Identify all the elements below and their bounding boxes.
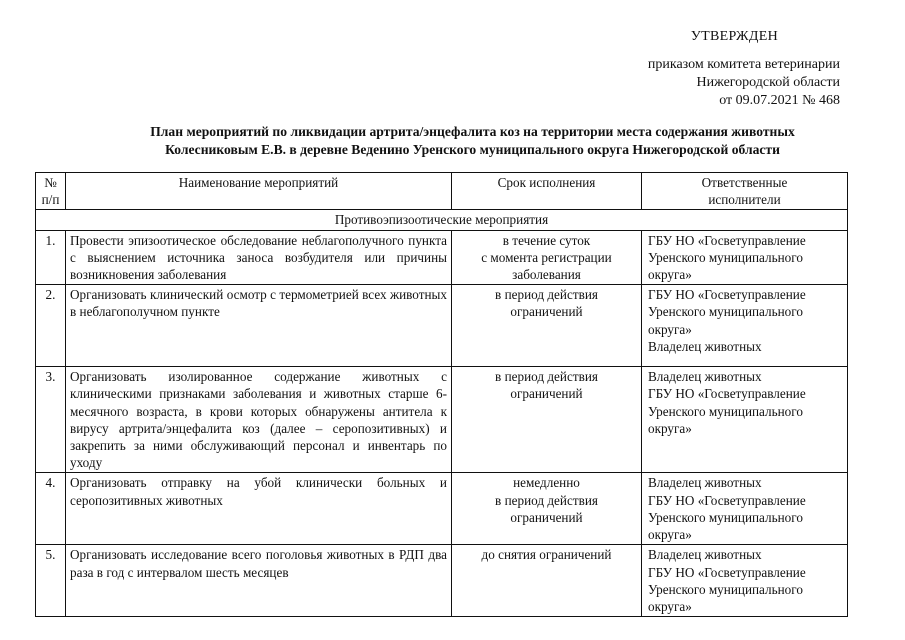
table-row <box>36 473 848 545</box>
row-measure: Организовать отправку на убой клинически больных и серопозитивных животных <box>66 473 452 545</box>
header-num: № п/п <box>36 173 66 210</box>
row-num: 4. <box>36 473 66 545</box>
title-line: Колесниковым Е.В. в деревне Веденино Уренского муниципального округа Нижегородской области <box>165 142 780 157</box>
section-title: Противоэпизоотические мероприятия <box>36 210 848 230</box>
header-name: Наименование мероприятий <box>66 173 452 210</box>
row-measure: Организовать исследование всего поголовья животных в РДП два раза в год с интервалом шесть месяцев <box>66 545 452 617</box>
approval-block <box>600 28 840 110</box>
row-num: 5. <box>36 545 66 617</box>
table-header-row <box>36 173 848 210</box>
table-row <box>36 367 848 473</box>
document-title <box>110 123 835 159</box>
row-term: в период действия ограничений <box>452 367 642 473</box>
row-responsible: Владелец животных ГБУ НО «Госветуправление Уренского муниципального округа» <box>642 473 848 545</box>
approval-line: приказом комитета ветеринарии <box>647 57 840 72</box>
table-row <box>36 285 848 367</box>
table-row <box>36 230 848 285</box>
row-measure: Организовать изолированное содержание животных с клиническими признаками заболевания и животных старше 6-месячного возраста, в крови которых обнаружены антитела к вирусу артрита/энцефалита коз (далее – серопозитивных) и закрепить за ними обслуживающий персонал и инвентарь по уходу <box>66 367 452 473</box>
table-row <box>36 545 848 617</box>
section-row <box>36 210 848 230</box>
header-term: Срок исполнения <box>452 173 642 210</box>
row-term: в течение суток с момента регистрации заболевания <box>452 230 642 285</box>
row-term: в период действия ограничений <box>452 285 642 367</box>
row-responsible: ГБУ НО «Госветуправление Уренского муниципального округа» <box>642 230 848 285</box>
row-term: немедленно в период действия ограничений <box>452 473 642 545</box>
approval-line: от 09.07.2021 № 468 <box>719 93 840 108</box>
approval-line: Нижегородской области <box>696 75 840 90</box>
row-measure: Организовать клинический осмотр с термометрией всех животных в неблагополучном пункте <box>66 285 452 367</box>
row-responsible: Владелец животных ГБУ НО «Госветуправление Уренского муниципального округа» <box>642 367 848 473</box>
approval-heading: УТВЕРЖДЕН <box>690 29 778 44</box>
row-measure: Провести эпизоотическое обследование неблагополучного пункта с выяснением источника заноса возбудителя или причины возникновения заболевания <box>66 230 452 285</box>
row-responsible: ГБУ НО «Госветуправление Уренского муниципального округа» Владелец животных <box>642 285 848 367</box>
title-line: План мероприятий по ликвидации артрита/энцефалита коз на территории места содержания животных <box>150 124 795 139</box>
row-num: 3. <box>36 367 66 473</box>
row-responsible: Владелец животных ГБУ НО «Госветуправление Уренского муниципального округа» <box>642 545 848 617</box>
measures-table <box>35 172 848 617</box>
header-responsible: Ответственные исполнители <box>642 173 848 210</box>
row-num: 1. <box>36 230 66 285</box>
row-term: до снятия ограничений <box>452 545 642 617</box>
row-num: 2. <box>36 285 66 367</box>
